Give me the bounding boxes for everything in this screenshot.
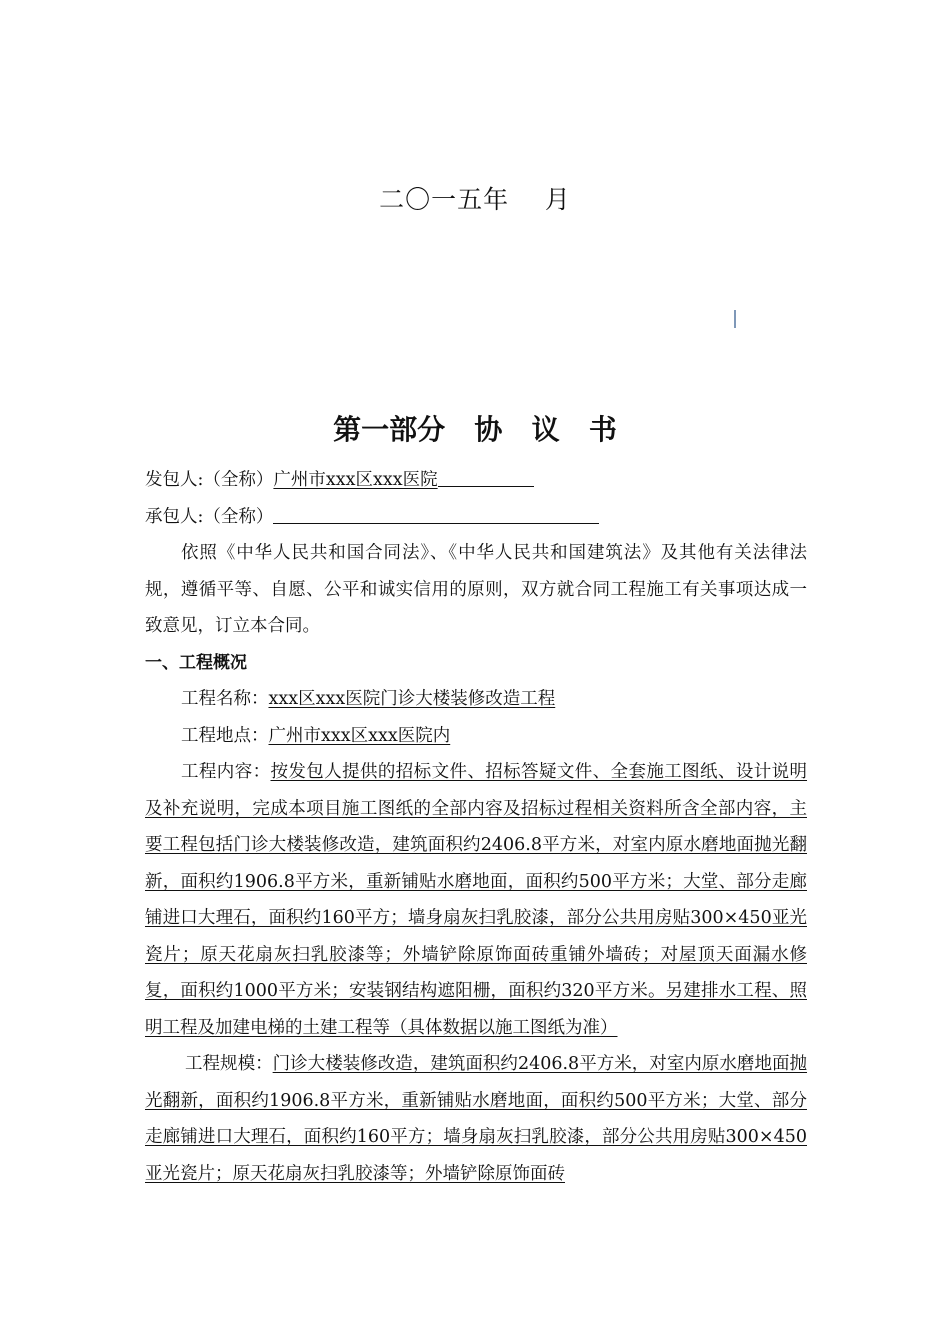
section-heading-overview: 一、工程概况 <box>145 652 247 673</box>
page-title: 第一部分 协 议 书 <box>333 413 617 446</box>
project-scale-label: 工程规模： <box>185 1054 273 1074</box>
project-content-paragraph <box>145 754 807 1046</box>
project-name-line <box>145 681 807 718</box>
contractor-line <box>145 499 807 536</box>
employer-blank <box>438 466 534 487</box>
project-location-line <box>145 718 807 755</box>
project-content-value: 按发包人提供的招标文件、招标答疑文件、全套施工图纸、设计说明及补充说明，完成本项目施工图纸的全部内容及招标过程相关资料所含全部内容，主要工程包括门诊大楼装修改造，建筑面积约2406.8平方米，对室内原水磨地面抛光翻新，面积约1906.8平方米，重新铺贴水磨地面，面积约500平方米；大堂、部分走廊铺进口大理石，面积约160平方；墙身扇灰扫乳胶漆，部分公共用房贴300×450亚光瓷片；原天花扇灰扫乳胶漆等；外墙铲除原饰面砖重铺外墙砖；对屋顶天面漏水修复，面积约1000平方米；安装钢结构遮阳栅，面积约320平方米。另建排水工程、照明工程及加建电梯的土建工程等（具体数据以施工图纸为准） <box>145 762 808 1038</box>
project-scale-paragraph <box>145 1046 807 1192</box>
contractor-blank <box>273 503 599 524</box>
project-name-label: 工程名称： <box>181 689 269 709</box>
project-name-value: xxx区xxx医院门诊大楼装修改造工程 <box>268 689 556 709</box>
project-location-value: 广州市xxx区xxx医院内 <box>268 725 451 746</box>
project-content-label: 工程内容： <box>181 762 271 782</box>
cover-date: 二〇一五年 月 <box>379 185 571 214</box>
employer-line <box>145 462 807 499</box>
project-location-label: 工程地点： <box>181 725 269 746</box>
employer-value: 广州市xxx区xxx医院 <box>273 470 438 490</box>
agreement-body <box>145 462 807 1192</box>
contractor-label: 承包人:（全称） <box>145 506 274 527</box>
preamble-paragraph: 依照《中华人民共和国合同法》、《中华人民共和国建筑法》及其他有关法律法规，遵循平等、自愿、公平和诚实信用的原则，双方就合同工程施工有关事项达成一致意见，订立本合同。 <box>145 543 807 636</box>
project-scale-value: 门诊大楼装修改造，建筑面积约2406.8平方米，对室内原水磨地面抛光翻新，面积约1906.8平方米，重新铺贴水磨地面，面积约500平方米；大堂、部分走廊铺进口大理石，面积约160平方；墙身扇灰扫乳胶漆，部分公共用房贴300×450亚光瓷片；原天花扇灰扫乳胶漆等；外墙铲除原饰面砖 <box>145 1054 808 1184</box>
text-cursor-mark <box>734 310 736 328</box>
employer-label: 发包人:（全称） <box>145 470 274 490</box>
